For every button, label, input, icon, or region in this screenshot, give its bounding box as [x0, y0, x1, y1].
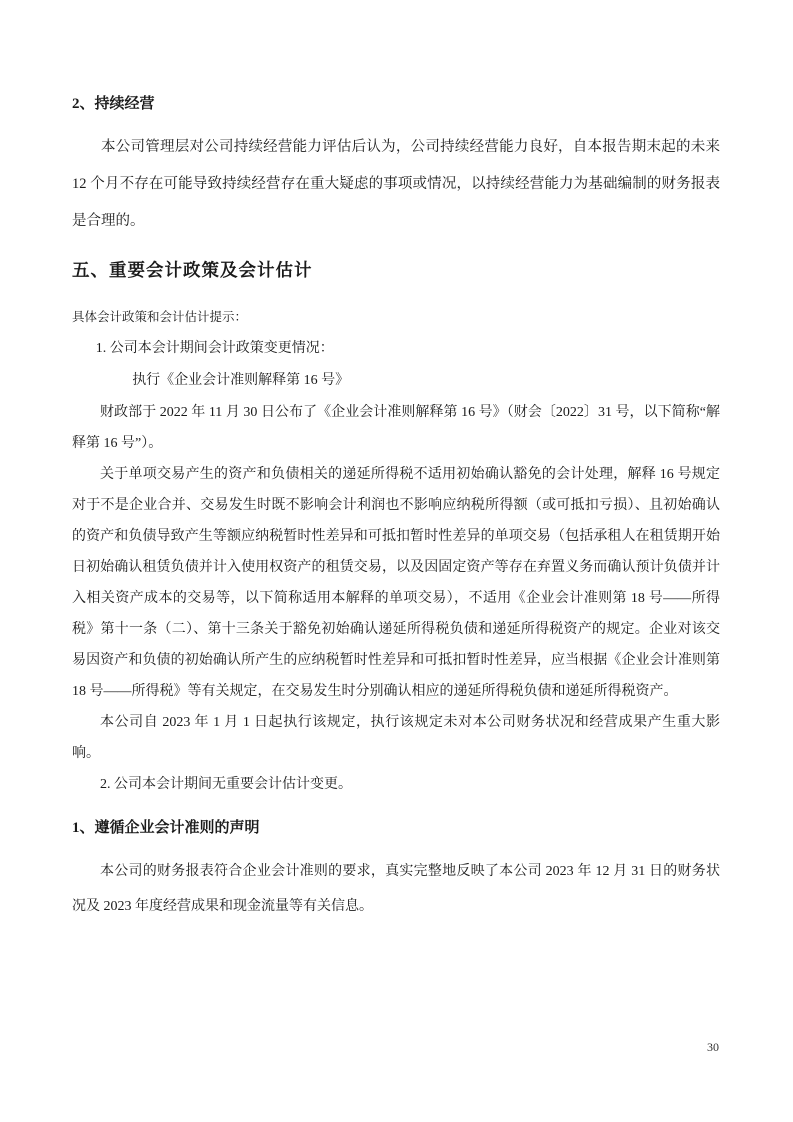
item-policy-change-title: 执行《企业会计准则解释第 16 号》 [132, 373, 350, 388]
paragraph-mof-announcement: 财政部于 2022 年 11 月 30 日公布了《企业会计准则解释第 16 号》（财会〔2022〕31 号，以下简称“解释第 16 号”）。 [72, 405, 720, 451]
heading-compliance-statement: 1、遵循企业会计准则的声明 [72, 820, 260, 836]
note-policy-hint: 具体会计政策和会计估计提示： [72, 310, 248, 324]
paragraph-going-concern: 本公司管理层对公司持续经营能力评估后认为，公司持续经营能力良好，自本报告期末起的未来 12 个月不存在可能导致持续经营存在重大疑虑的事项或情况，以持续经营能力为基础编制的财务报表是合理的。 [72, 139, 720, 229]
policy-change-body [72, 397, 720, 800]
item-policy-change: 1. 公司本会计期间会计政策变更情况： [95, 341, 334, 356]
paragraph-compliance: 本公司的财务报表符合企业会计准则的要求，真实完整地反映了本公司 2023 年 12 月 31 日的财务状况及 2023 年度经营成果和现金流量等有关信息。 [72, 864, 720, 914]
heading-accounting-policies: 五、重要会计政策及会计估计 [72, 260, 313, 280]
paragraph-interpretation-detail: 关于单项交易产生的资产和负债相关的递延所得税不适用初始确认豁免的会计处理，解释 16 号规定对于不是企业合并、交易发生时既不影响会计利润也不影响应纳税所得额（或可抵扣亏损）、且初始确认的资产和负债导致产生等额应纳税暂时性差异和可抵扣暂时性差异的单项交易（包括承租人在租赁期开始日初始确认租赁负债并计入使用权资产的租赁交易，以及因固定资产等存在弃置义务而确认预计负债并计入相关资产成本的交易等，以下简称适用本解释的单项交易），不适用《企业会计准则第 18 号——所得税》第十一条（二）、第十三条关于豁免初始确认递延所得税负债和递延所得税资产的规定。企业对该交易因资产和负债的初始确认所产生的应纳税暂时性差异和可抵扣暂时性差异，应当根据《企业会计准则第 18 号——所得税》等有关规定，在交易发生时分别确认相应的递延所得税负债和递延所得税资产。 [72, 467, 720, 699]
heading-going-concern: 2、持续经营 [72, 96, 155, 112]
page-number: 30 [707, 1040, 719, 1054]
item-estimate-change: 2. 公司本会计期间无重要会计估计变更。 [100, 777, 352, 792]
paragraph-execution-effect: 本公司自 2023 年 1 月 1 日起执行该规定，执行该规定未对本公司财务状况和经营成果产生重大影响。 [72, 715, 720, 761]
